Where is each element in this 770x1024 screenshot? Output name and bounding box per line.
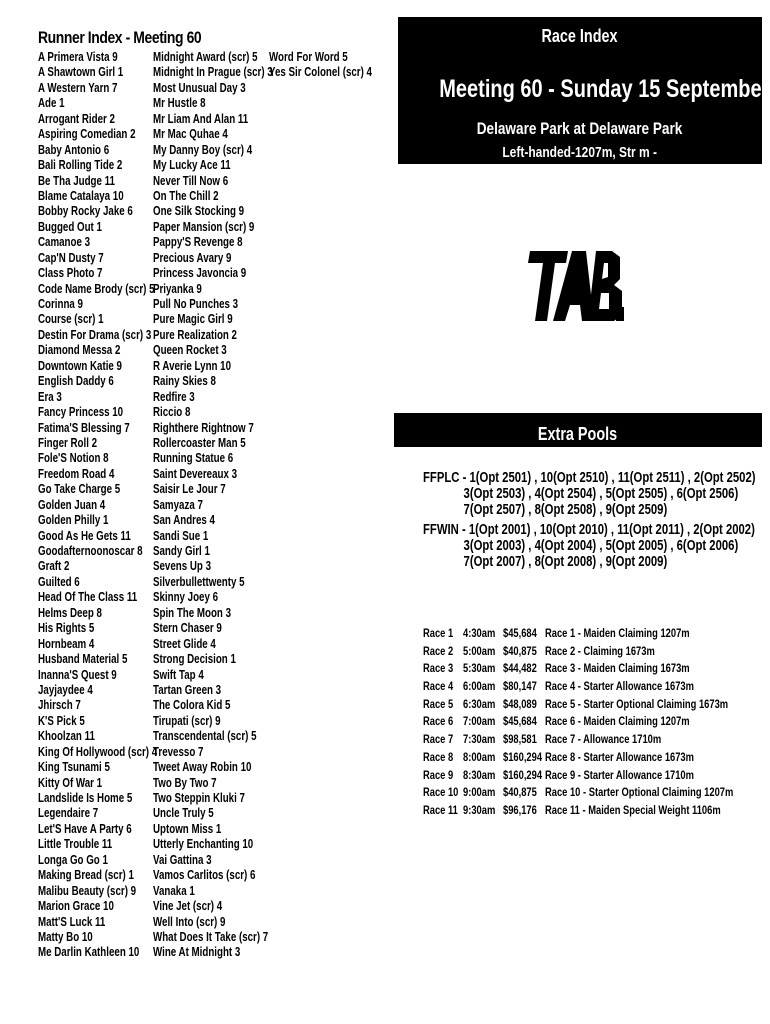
- runner-entry: My Lucky Ace 11: [153, 158, 231, 173]
- runner-entry: Word For Word 5: [269, 50, 348, 64]
- runner-entry: Two Steppin Kluki 7: [153, 791, 245, 805]
- runner-entry: Course (scr) 1: [38, 312, 104, 327]
- runner-entry: Husband Material 5: [38, 652, 128, 667]
- runner-entry: Marion Grace 10: [38, 899, 114, 914]
- runner-entry: Malibu Beauty (scr) 9: [38, 883, 137, 898]
- race-number: Race 6: [423, 714, 454, 729]
- runner-entry: Redfire 3: [153, 389, 195, 404]
- runner-entry: Fancy Princess 10: [38, 405, 124, 420]
- runner-entry: Bobby Rocky Jake 6: [38, 204, 133, 219]
- race-description: Race 10 - Starter Optional Claiming 1207m: [545, 785, 734, 800]
- ffwin-label: FFWIN -: [423, 522, 466, 538]
- race-pool: $160,294: [503, 749, 543, 764]
- race-description: Race 3 - Maiden Claiming 1673m: [545, 661, 690, 676]
- runner-entry: Finger Roll 2: [38, 435, 98, 450]
- ffplc-line: 7(Opt 2507) , 8(Opt 2508) , 9(Opt 2509): [463, 502, 668, 518]
- runner-entry: A Shawtown Girl 1: [38, 65, 124, 80]
- runner-entry: Downtown Katie 9: [38, 358, 122, 373]
- runner-entry: Freedom Road 4: [38, 466, 115, 481]
- race-time: 6:00am: [463, 679, 496, 694]
- runner-entry: Bali Rolling Tide 2: [38, 158, 123, 173]
- ffplc-label: FFPLC -: [423, 470, 467, 486]
- runner-entry: Jhirsch 7: [38, 698, 81, 713]
- runner-entry: Pure Realization 2: [153, 327, 237, 342]
- runner-entry: Street Glide 4: [153, 636, 216, 651]
- ffwin-line: 7(Opt 2007) , 8(Opt 2008) , 9(Opt 2009): [463, 554, 668, 570]
- tab-logo: [528, 249, 628, 323]
- meeting-title: Meeting 60 - Sunday 15 September: [439, 75, 770, 103]
- runner-entry: Making Bread (scr) 1: [38, 868, 134, 883]
- race-number: Race 11: [423, 802, 458, 817]
- runner-entry: Priyanka 9: [153, 281, 202, 296]
- runner-entry: Head Of The Class 11: [38, 590, 138, 605]
- runner-entry: Mr Hustle 8: [153, 96, 206, 111]
- runner-entry: Longa Go Go 1: [38, 852, 108, 867]
- runner-entry: Sandy Girl 1: [153, 544, 210, 558]
- extra-pools-title: Extra Pools: [538, 424, 618, 444]
- runner-entry: Be Tha Judge 11: [38, 173, 115, 188]
- runner-entry: Matt'S Luck 11: [38, 914, 106, 929]
- runner-entry: Golden Juan 4: [38, 497, 106, 512]
- runner-entry: Aspiring Comedian 2: [38, 127, 136, 142]
- race-time: 9:30am: [463, 802, 496, 817]
- runner-entry: Graft 2: [38, 559, 70, 574]
- runner-entry: Goodafternoonoscar 8: [38, 544, 143, 558]
- runner-entry: Queen Rocket 3: [153, 343, 227, 358]
- race-description: Race 4 - Starter Allowance 1673m: [545, 679, 694, 694]
- runner-entry: Vine Jet (scr) 4: [153, 899, 223, 914]
- runner-entry: Bugged Out 1: [38, 219, 102, 234]
- runner-entry: Righthere Rightnow 7: [153, 420, 254, 435]
- race-time: 8:30am: [463, 767, 496, 782]
- race-pool: $96,176: [503, 802, 537, 817]
- runner-entry: English Daddy 6: [38, 374, 114, 389]
- runner-entry: Golden Philly 1: [38, 513, 109, 528]
- runner-entry: Trevesso 7: [153, 744, 204, 759]
- runner-entry: Uptown Miss 1: [153, 821, 222, 836]
- runner-entry: Fatima'S Blessing 7: [38, 420, 130, 435]
- race-number: Race 1: [423, 626, 454, 640]
- runner-entry: Mr Liam And Alan 11: [153, 111, 249, 126]
- race-description: Race 11 - Maiden Special Weight 1106m: [545, 802, 721, 817]
- runner-entry: Uncle Truly 5: [153, 806, 214, 821]
- race-number: Race 2: [423, 643, 454, 658]
- runner-entry: Rainy Skies 8: [153, 374, 216, 389]
- race-time: 7:30am: [463, 732, 496, 747]
- runner-entry: Strong Decision 1: [153, 652, 236, 667]
- runner-entry: Destin For Drama (scr) 3: [38, 327, 152, 342]
- race-description: Race 8 - Starter Allowance 1673m: [545, 749, 694, 764]
- race-description: Race 1 - Maiden Claiming 1207m: [545, 626, 690, 640]
- extra-pools-header: [394, 413, 762, 447]
- runner-entry: Two By Two 7: [153, 775, 217, 790]
- race-pool: $40,875: [503, 643, 537, 658]
- runner-entry: Cap'N Dusty 7: [38, 250, 104, 265]
- runner-entry: Hornbeam 4: [38, 636, 95, 651]
- runner-entry: Well Into (scr) 9: [153, 914, 226, 929]
- runner-entry: K'S Pick 5: [38, 713, 85, 728]
- runner-entry: Corinna 9: [38, 297, 83, 311]
- runner-entry: His Rights 5: [38, 621, 95, 636]
- runner-entry: Rollercoaster Man 5: [153, 435, 246, 450]
- ffplc-line: 1(Opt 2501) , 10(Opt 2510) , 11(Opt 2511) , 2(Opt 2502): [469, 470, 756, 486]
- runner-entry: Jayjaydee 4: [38, 682, 93, 697]
- race-description: Race 9 - Starter Allowance 1710m: [545, 767, 694, 782]
- runner-entry: Kitty Of War 1: [38, 775, 103, 790]
- runner-entry: King Of Hollywood (scr) 4: [38, 744, 158, 759]
- runner-entry: Go Take Charge 5: [38, 482, 121, 497]
- runner-entry: Landslide Is Home 5: [38, 791, 133, 805]
- runner-entry: Pull No Punches 3: [153, 297, 239, 311]
- race-pool: $48,089: [503, 696, 537, 711]
- runner-entry: Vamos Carlitos (scr) 6: [153, 868, 256, 883]
- runner-entry: Transcendental (scr) 5: [153, 729, 257, 744]
- race-number: Race 9: [423, 767, 454, 782]
- runner-entry: Little Trouble 11: [38, 837, 113, 852]
- runner-entry: Midnight In Prague (scr) 3: [153, 65, 273, 80]
- runner-entry: Stern Chaser 9: [153, 621, 222, 636]
- runner-entry: Riccio 8: [153, 405, 191, 420]
- runner-entry: Code Name Brody (scr) 5: [38, 281, 155, 296]
- runner-entry: Let'S Have A Party 6: [38, 821, 132, 836]
- race-pool: $44,482: [503, 661, 537, 676]
- runner-column-3: [269, 50, 401, 81]
- runner-entry: Helms Deep 8: [38, 605, 102, 620]
- race-number: Race 3: [423, 661, 454, 676]
- race-time: 5:30am: [463, 661, 496, 676]
- runner-entry: What Does It Take (scr) 7: [153, 929, 269, 944]
- runner-entry: Vai Gattina 3: [153, 852, 212, 867]
- runner-entry: A Primera Vista 9: [38, 50, 118, 64]
- runner-entry: Silverbullettwenty 5: [153, 574, 245, 589]
- venue-name: Delaware Park at Delaware Park: [477, 119, 683, 138]
- race-pool: $80,147: [503, 679, 537, 694]
- runner-entry: Saint Devereaux 3: [153, 466, 238, 481]
- race-pool: $160,294: [503, 767, 543, 782]
- runner-entry: Saisir Le Jour 7: [153, 482, 226, 497]
- race-index-title: Race Index: [541, 26, 619, 46]
- runner-entry: Yes Sir Colonel (scr) 4: [269, 65, 372, 80]
- runner-entry: Camanoe 3: [38, 235, 91, 250]
- runner-entry: Good As He Gets 11: [38, 528, 131, 543]
- runner-entry: Baby Antonio 6: [38, 142, 110, 157]
- runner-entry: Tweet Away Robin 10: [153, 760, 252, 775]
- race-pool: $45,684: [503, 626, 537, 640]
- runner-entry: Midnight Award (scr) 5: [153, 50, 258, 64]
- race-time: 6:30am: [463, 696, 496, 711]
- runner-entry: A Western Yarn 7: [38, 80, 118, 95]
- race-number: Race 5: [423, 696, 454, 711]
- race-time: 5:00am: [463, 643, 496, 658]
- ffwin-pool: [423, 522, 755, 570]
- race-number: Race 7: [423, 732, 454, 747]
- race-pool: $40,875: [503, 785, 537, 800]
- runner-entry: Pappy'S Revenge 8: [153, 235, 243, 250]
- ffplc-line: 3(Opt 2503) , 4(Opt 2504) , 5(Opt 2505) , 6(Opt 2506): [463, 486, 739, 502]
- ffplc-pool: [423, 470, 755, 518]
- race-time: 4:30am: [463, 626, 496, 640]
- runner-entry: Pure Magic Girl 9: [153, 312, 233, 327]
- runner-entry: Arrogant Rider 2: [38, 111, 115, 126]
- runner-entry: Spin The Moon 3: [153, 605, 231, 620]
- race-time: 9:00am: [463, 785, 496, 800]
- runner-entry: Tirupati (scr) 9: [153, 713, 221, 728]
- runner-entry: On The Chill 2: [153, 188, 219, 203]
- runner-entry: Tartan Green 3: [153, 682, 222, 697]
- race-description: Race 2 - Claiming 1673m: [545, 643, 655, 658]
- runner-entry: Matty Bo 10: [38, 929, 93, 944]
- runner-entry: Sandi Sue 1: [153, 528, 209, 543]
- runner-entry: Paper Mansion (scr) 9: [153, 219, 255, 234]
- runner-entry: Wine At Midnight 3: [153, 945, 241, 960]
- runner-entry: Utterly Enchanting 10: [153, 837, 254, 852]
- runner-entry: R Averie Lynn 10: [153, 358, 232, 373]
- runner-entry: Diamond Messa 2: [38, 343, 121, 358]
- race-pool: $98,581: [503, 732, 537, 747]
- runner-entry: One Silk Stocking 9: [153, 204, 245, 219]
- race-index-header: [398, 17, 770, 164]
- runner-entry: Inanna'S Quest 9: [38, 667, 117, 682]
- runner-entry: Era 3: [38, 389, 62, 404]
- runner-entry: Guilted 6: [38, 574, 80, 589]
- runner-entry: Skinny Joey 6: [153, 590, 219, 605]
- runner-column-2: [153, 50, 307, 961]
- runner-entry: Fole'S Notion 8: [38, 451, 109, 466]
- runner-entry: Samyaza 7: [153, 497, 203, 512]
- runner-entry: Ade 1: [38, 96, 65, 111]
- runner-entry: Princess Javoncia 9: [153, 266, 247, 281]
- race-description: Race 5 - Starter Optional Claiming 1673m: [545, 696, 729, 711]
- runner-entry: Never Till Now 6: [153, 173, 229, 188]
- runner-entry: Running Statue 6: [153, 451, 234, 466]
- runner-index-title: Runner Index - Meeting 60: [38, 28, 202, 47]
- runner-entry: Sevens Up 3: [153, 559, 211, 574]
- runner-entry: Khoolzan 11: [38, 729, 95, 744]
- track-info: Left-handed-1207m, Str m -: [502, 144, 658, 161]
- runner-entry: Swift Tap 4: [153, 667, 204, 682]
- race-number: Race 4: [423, 679, 454, 694]
- runner-entry: Vanaka 1: [153, 883, 195, 898]
- runner-entry: Me Darlin Kathleen 10: [38, 945, 140, 960]
- runner-entry: Most Unusual Day 3: [153, 80, 246, 95]
- runner-entry: Mr Mac Quhae 4: [153, 127, 228, 142]
- race-description: Race 7 - Allowance 1710m: [545, 732, 662, 747]
- ffwin-line: 3(Opt 2003) , 4(Opt 2004) , 5(Opt 2005) , 6(Opt 2006): [463, 538, 739, 554]
- runner-entry: Legendaire 7: [38, 806, 99, 821]
- race-pool: $45,684: [503, 714, 537, 729]
- runner-entry: Precious Avary 9: [153, 250, 232, 265]
- race-description: Race 6 - Maiden Claiming 1207m: [545, 714, 690, 729]
- race-time: 7:00am: [463, 714, 496, 729]
- runner-entry: My Danny Boy (scr) 4: [153, 142, 253, 157]
- race-time: 8:00am: [463, 749, 496, 764]
- runner-entry: King Tsunami 5: [38, 760, 110, 775]
- runner-entry: Class Photo 7: [38, 266, 103, 281]
- race-number: Race 10: [423, 785, 459, 800]
- runner-entry: Blame Catalaya 10: [38, 188, 124, 203]
- race-number: Race 8: [423, 749, 454, 764]
- runner-entry: San Andres 4: [153, 513, 215, 528]
- runner-entry: The Colora Kid 5: [153, 698, 231, 713]
- ffwin-line: 1(Opt 2001) , 10(Opt 2010) , 11(Opt 2011) , 2(Opt 2002): [468, 522, 755, 538]
